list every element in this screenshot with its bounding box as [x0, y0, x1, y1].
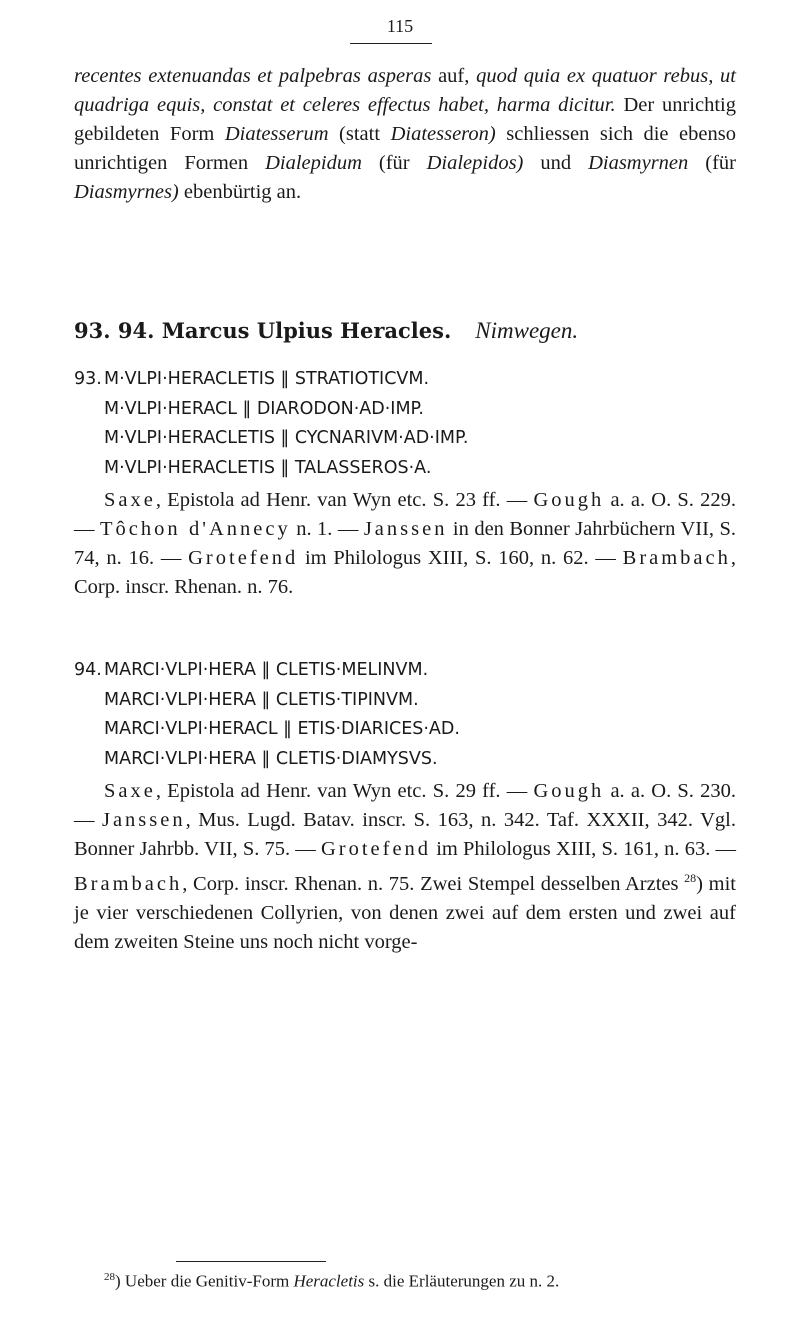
- inscription-number: 93.: [74, 369, 102, 389]
- italic-text: Dialepidum: [265, 152, 362, 174]
- text: im Philologus XIII, S. 160, n. 62. —: [298, 547, 623, 569]
- inscription-text: M·VLPI·HERACLETIS ‖ CYCNARIVM·AD·IMP.: [104, 428, 469, 448]
- inscription-text: MARCI·VLPI·HERA ‖ CLETIS·DIAMYSVS.: [104, 748, 438, 769]
- section-title: 93. 94. Marcus Ulpius Heracles.: [74, 318, 452, 343]
- inscription-text: MARCI·VLPI·HERACL ‖ ETIS·DIARICES·AD.: [104, 719, 460, 739]
- text: (für: [361, 152, 427, 174]
- text: im Philologus XIII, S. 161, n. 63. —: [431, 838, 736, 860]
- text: ) Ueber die Genitiv-Form: [115, 1271, 294, 1291]
- section-heading: [74, 316, 736, 346]
- footnote-ref: 28: [684, 871, 697, 885]
- text: a. a. O. S. 230. —: [74, 780, 736, 831]
- italic-text: quod quia ex quatuor rebus, ut quadriga equis, constat et celeres effectus habet, harma dicitur.: [74, 65, 736, 116]
- author-name: Brambach: [74, 872, 183, 895]
- author-name: Tôchon d'Annecy: [99, 518, 291, 540]
- author-name: Gough: [533, 489, 605, 511]
- italic-text: Diatesserum: [224, 123, 329, 145]
- intro-text: [74, 62, 736, 207]
- text: , Epistola ad Henr. van Wyn etc. S. 29 ff. —: [155, 780, 534, 802]
- page-number: 115: [386, 16, 414, 36]
- references-94: [74, 777, 736, 957]
- footnote-rule: [176, 1261, 326, 1262]
- author-name: Grotefend: [320, 838, 432, 860]
- text: , Corp. inscr. Rhenan. n. 76.: [74, 547, 737, 598]
- references-text: [74, 777, 736, 957]
- inscription-line: [74, 424, 736, 454]
- text: (für: [688, 152, 737, 174]
- text: , Mus. Lugd. Batav. inscr. S. 163, n. 342. Taf. XXXII, 342. Vgl. Bonner Jahrbb. VII, S. 75. —: [74, 809, 736, 860]
- text: ebenbürtig an.: [178, 181, 302, 203]
- italic-text: Dialepidos): [426, 152, 524, 174]
- author-name: Saxe: [104, 489, 156, 511]
- footnote: [74, 1265, 736, 1294]
- author-name: Saxe: [104, 780, 156, 802]
- author-name: Janssen: [101, 809, 186, 831]
- inscription-line: [74, 365, 736, 395]
- inscription-93: [74, 365, 736, 483]
- italic-text: recentes extenuandas et palpebras asperas: [74, 65, 432, 87]
- inscription-line: [74, 656, 736, 686]
- text: s. die Erläuterungen zu n. 2.: [364, 1271, 560, 1291]
- inscription-text: M·VLPI·HERACLETIS ‖ TALASSEROS·A.: [104, 457, 432, 478]
- italic-text: Diasmyrnes): [74, 181, 179, 203]
- inscription-94: [74, 656, 736, 774]
- text: n. 1. —: [290, 518, 364, 540]
- text: a. a. O. S. 229. —: [74, 489, 736, 540]
- page-number-rule: [350, 43, 432, 44]
- inscription-line: [74, 454, 736, 484]
- author-name: Brambach: [622, 547, 731, 569]
- inscription-text: MARCI·VLPI·HERA ‖ CLETIS·MELINVM.: [104, 660, 429, 680]
- inscription-number: 94.: [74, 660, 102, 680]
- text: Der unrichtig gebildeten Form: [74, 94, 736, 145]
- inscription-text: M·VLPI·HERACLETIS ‖ STRATIOTICVM.: [104, 369, 430, 389]
- text: (statt: [328, 123, 391, 145]
- references-text: [74, 486, 736, 602]
- text: in den Bonner Jahrbüchern VII, S. 74, n. 16. —: [74, 518, 737, 569]
- section-place: Nimwegen.: [475, 318, 579, 343]
- inscription-line: [74, 395, 736, 425]
- footnote-mark: 28: [104, 1271, 115, 1283]
- italic-text: Diasmyrnen: [588, 152, 689, 174]
- inscription-line: [74, 715, 736, 745]
- author-name: Janssen: [363, 518, 448, 540]
- text: ) mit je vier verschiedenen Collyrien, von denen zwei auf dem ersten und zwei auf dem zweiten Steine uns noch nicht vorge-: [74, 872, 736, 953]
- text: schliessen sich die ebenso unrichtigen Formen: [74, 123, 736, 174]
- author-name: Grotefend: [188, 547, 299, 569]
- text: , Epistola ad Henr. van Wyn etc. S. 23 ff. —: [155, 489, 534, 511]
- intro-paragraph: [74, 62, 736, 207]
- inscription-line: [74, 745, 736, 775]
- italic-text: Heracletis: [293, 1271, 365, 1291]
- inscription-line: [74, 686, 736, 716]
- inscription-text: MARCI·VLPI·HERA ‖ CLETIS·TIPINVM.: [104, 689, 419, 710]
- text: auf,: [431, 65, 477, 87]
- references-93: [74, 486, 736, 602]
- author-name: Gough: [533, 780, 605, 802]
- text: und: [523, 152, 589, 174]
- text: , Corp. inscr. Rhenan. n. 75. Zwei Stempel desselben Arztes: [182, 872, 685, 895]
- italic-text: Diatesseron): [390, 123, 496, 145]
- section-title-line: [74, 316, 736, 346]
- inscription-text: M·VLPI·HERACL ‖ DIARODON·AD·IMP.: [104, 398, 424, 419]
